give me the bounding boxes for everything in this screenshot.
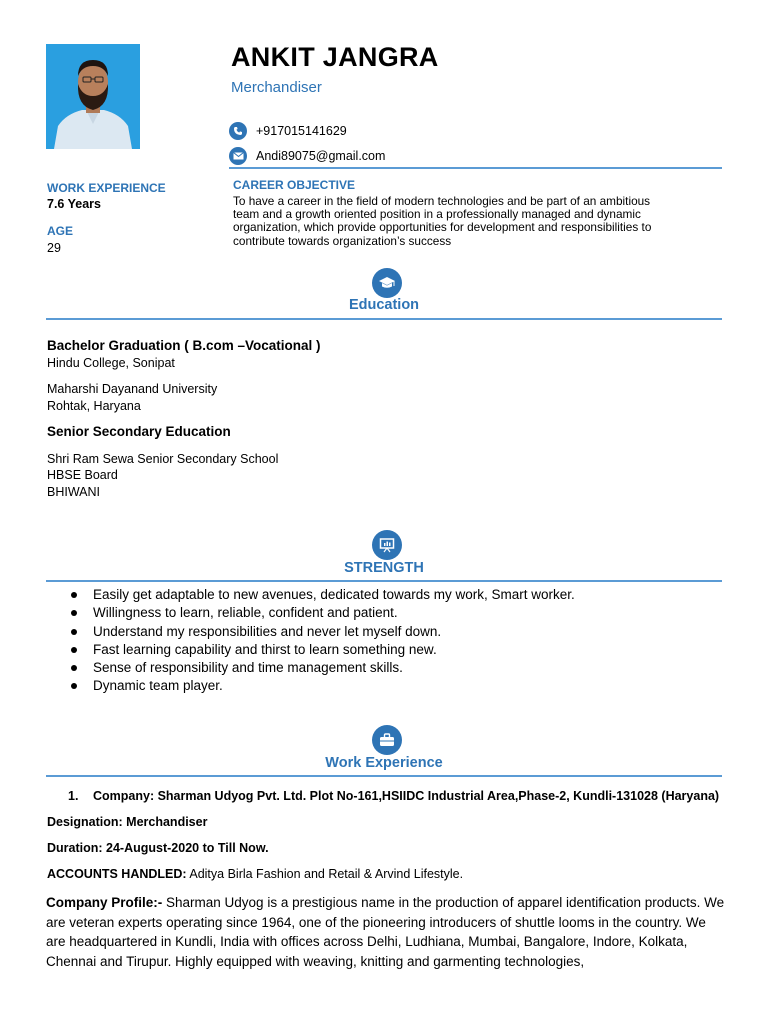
job-role: Merchandiser bbox=[231, 79, 322, 96]
strength-divider bbox=[46, 580, 722, 582]
briefcase-icon bbox=[372, 725, 402, 755]
education-title: Education bbox=[348, 297, 420, 313]
list-item: Sense of responsibility and time management skills. bbox=[93, 659, 753, 677]
list-item: Easily get adaptable to new avenues, dedicated towards my work, Smart worker. bbox=[93, 586, 753, 604]
accounts-handled bbox=[47, 867, 463, 881]
degree-bachelor: Bachelor Graduation ( B.com –Vocational ) bbox=[47, 338, 321, 353]
career-line: team and a growth oriented position in a professionally managed and dynamic bbox=[233, 207, 641, 222]
strength-title: STRENGTH bbox=[344, 560, 424, 576]
phone-icon bbox=[229, 122, 247, 140]
work-divider bbox=[46, 775, 722, 777]
profile-photo bbox=[46, 44, 140, 149]
company-line: Company: Sharman Udyog Pvt. Ltd. Plot No-161,HSIIDC Industrial Area,Phase-2, Kundli-131028 (Haryana) bbox=[93, 789, 720, 803]
strength-list bbox=[46, 586, 753, 696]
age-value: 29 bbox=[47, 241, 61, 255]
college-name: Hindu College, Sonipat bbox=[47, 356, 175, 370]
career-line: contribute towards organization’s success bbox=[233, 233, 452, 248]
company-profile-label: Company Profile:- bbox=[46, 895, 163, 910]
age-label: AGE bbox=[47, 224, 74, 238]
career-line: To have a career in the field of modern technologies and be part of an ambitious bbox=[233, 194, 651, 208]
career-objective-heading: CAREER OBJECTIVE bbox=[233, 178, 356, 192]
work-experience-value: 7.6 Years bbox=[47, 197, 101, 211]
career-objective-text bbox=[233, 195, 728, 248]
graduation-cap-icon bbox=[372, 268, 402, 298]
list-item: Understand my responsibilities and never let myself down. bbox=[93, 623, 753, 641]
duration: Duration: 24-August-2020 to Till Now. bbox=[47, 841, 269, 855]
candidate-name: ANKIT JANGRA bbox=[231, 42, 439, 72]
list-item: Fast learning capability and thirst to learn something new. bbox=[93, 641, 753, 659]
accounts-value: Aditya Birla Fashion and Retail & Arvind Lifestyle. bbox=[186, 867, 464, 881]
company-profile bbox=[46, 893, 726, 971]
email-icon bbox=[229, 147, 247, 165]
school-name: Shri Ram Sewa Senior Secondary School bbox=[47, 452, 279, 466]
person-photo-illustration bbox=[46, 44, 140, 149]
work-experience-title: Work Experience bbox=[325, 755, 443, 771]
list-item: Willingness to learn, reliable, confident and patient. bbox=[93, 604, 753, 622]
education-divider bbox=[46, 318, 722, 320]
school-city: BHIWANI bbox=[47, 485, 101, 499]
university-name: Maharshi Dayanand University bbox=[47, 382, 218, 396]
university-city: Rohtak, Haryana bbox=[47, 399, 141, 413]
list-item: Dynamic team player. bbox=[93, 677, 753, 695]
presentation-board-icon bbox=[372, 530, 402, 560]
email-address[interactable]: Andi89075@gmail.com bbox=[256, 149, 386, 163]
accounts-label: ACCOUNTS HANDLED: bbox=[47, 867, 187, 881]
career-line: organization, which provide opportunities for development and responsibilities to bbox=[233, 220, 652, 235]
work-experience-label: WORK EXPERIENCE bbox=[47, 181, 166, 195]
school-board: HBSE Board bbox=[47, 468, 118, 482]
job-number: 1. bbox=[68, 789, 79, 803]
phone-number[interactable]: +917015141629 bbox=[256, 124, 347, 138]
designation: Designation: Merchandiser bbox=[47, 815, 208, 829]
header-divider bbox=[229, 167, 722, 169]
company-profile-text: Sharman Udyog is a prestigious name in the production of apparel identification products. We are veteran experts operating since 1964, one of the pioneering introducers of shuttle looms in the country. We are headquartered in Kundli, India with offices across Delhi, Ludhiana, Mumbai, Bangalore, Indore, Kolkata, Chennai and Tirupur. Highly equipped with weaving, knitting and garmenting technologies, bbox=[46, 895, 725, 969]
degree-senior-secondary: Senior Secondary Education bbox=[47, 424, 231, 439]
